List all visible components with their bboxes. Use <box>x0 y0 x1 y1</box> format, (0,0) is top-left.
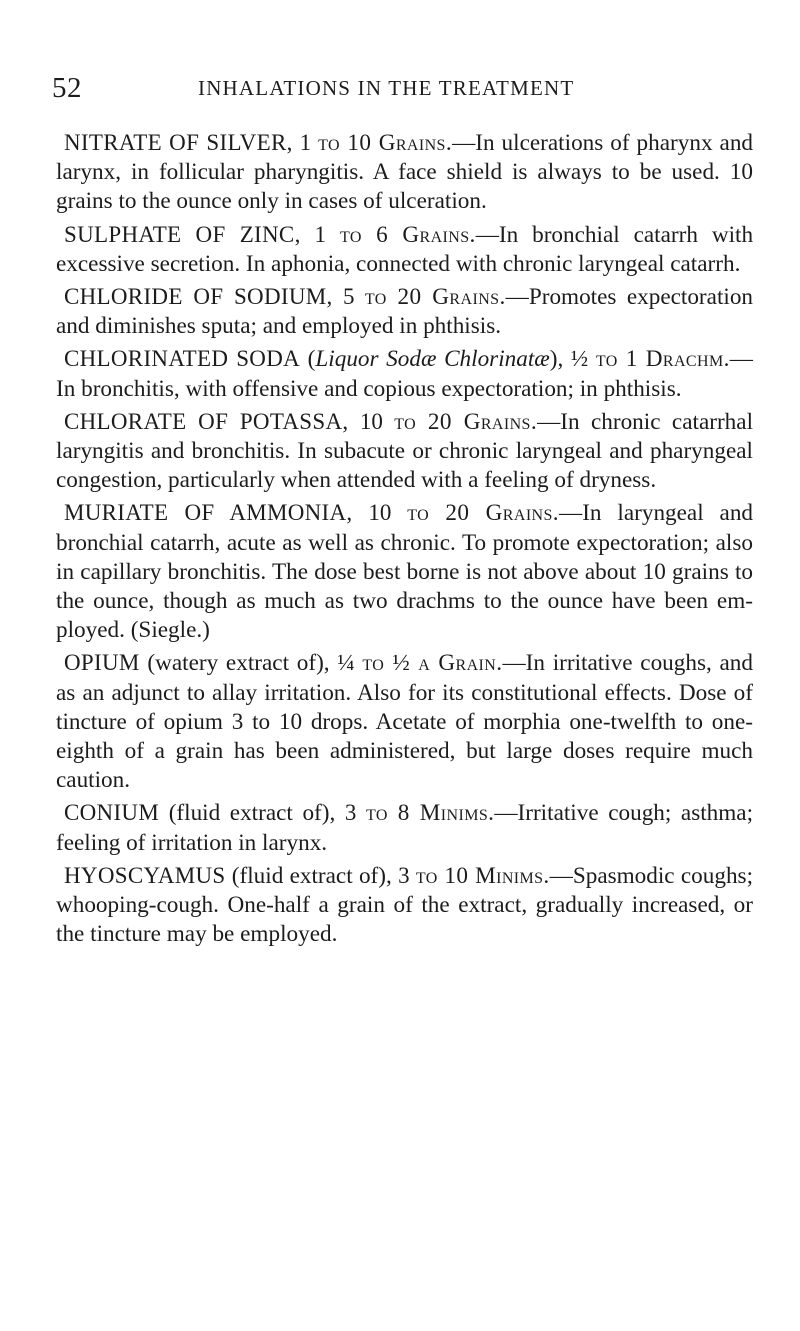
entry-dose-amount: ¼ <box>337 650 355 676</box>
running-title: INHALATIONS IN THE TREATMENT <box>198 76 575 100</box>
entry-nitrate-of-silver <box>56 128 753 217</box>
entry-chloride-of-sodium <box>56 282 753 341</box>
entry-term: SULPHATE OF ZINC, <box>64 221 301 247</box>
entry-dose-unit: to 8 Minims. <box>365 800 495 827</box>
entry-description: —In bronchial catarrh with excessive secretion. In aphonia, connected with chronic laryngeal catarrh. <box>56 221 754 277</box>
entry-qualifier: (fluid extract of), <box>231 862 392 889</box>
entry-conium <box>56 798 753 857</box>
page-number: 52 <box>52 72 82 104</box>
entry-qualifier: (fluid extract of), <box>168 800 336 827</box>
entry-term: HYOSCYAMUS <box>64 862 226 888</box>
entry-dose-amount: 1 <box>299 130 312 155</box>
entry-dose-unit: to 6 Grains. <box>339 221 476 248</box>
entry-description: —In irritative coughs, and as an adjunct to allay irritation. Also for its constitutional effects. Dose of tincture of opium 3 to 10 drops. Acetate of morphia one-twelfth to one-eighth of a grain has been administered, but large doses require much caution. <box>56 650 753 794</box>
entry-term: CHLORIDE OF SODIUM, <box>64 284 333 310</box>
entry-dose-unit: to 20 Grains. <box>394 408 538 435</box>
entry-opium <box>56 648 753 795</box>
entry-dose-unit: to 10 Grains. <box>318 130 453 156</box>
entry-dose-amount: 10 <box>368 500 392 526</box>
entry-description: —Irritative cough; asthma; feeling of irritation in larynx. <box>56 800 754 856</box>
entry-hyoscyamus <box>56 861 753 950</box>
entry-description: —In ulcerations of pharynx and larynx, in follicular pharyngitis. A face shield is always to be used. 10 grains to the ounce only in cases of ulceration. <box>56 130 754 215</box>
entry-term: CONIUM <box>64 800 160 826</box>
entry-dose-unit: to 10 Minims. <box>415 862 550 889</box>
entry-chlorinated-soda: CHLORINATED SODA (Liquor Sodæ Chlorinatæ), ½ to 1 Drachm.—In bronchitis, with offensive and copious expectoration; in phthisis. <box>56 346 753 402</box>
entry-dose-amount: 1 <box>314 221 327 247</box>
entry-dose-amount: 3 <box>344 800 357 826</box>
entry-dose-amount: ½ <box>570 346 589 372</box>
entry-chlorate-of-potassa <box>56 407 753 496</box>
entry-dose-unit: to 1 Drachm. <box>595 346 730 373</box>
entry-dose-unit: to 20 Grains. <box>364 284 506 311</box>
entry-term: CHLORINATED SODA <box>64 346 301 372</box>
entry-description: —In bronchitis, with offensive and copious expectoration; in phthisis. <box>56 346 753 402</box>
entry-description: —In chronic catarrhal laryngitis and bronchitis. In subacute or chronic laryngeal and pharyngeal congestion, particularly when attended with a feeling of dryness. <box>56 408 754 494</box>
entry-qualifier: (watery extract of), <box>147 650 330 677</box>
entry-term: OPIUM <box>64 650 140 676</box>
entry-dose-amount: 3 <box>398 862 410 888</box>
entry-latin-name: Liquor Sodæ Chlorinatæ <box>315 346 550 373</box>
entry-muriate-of-ammonia <box>56 498 753 645</box>
entry-dose-amount: 5 <box>342 284 355 310</box>
entry-description: —Spasmodic coughs; whooping-cough. One-half a grain of the extract, gradually increased, or the tincture may be employed. <box>56 862 754 948</box>
entry-description: —In laryngeal and bronchial catarrh, acute as well as chronic. To promote expectoration; also in capillary bronchitis. The dose best borne is not above about 10 grains to the ounce, though as much as two drachms to the ounce have been employed. (Siegle.) <box>56 500 754 644</box>
body-text <box>56 128 753 952</box>
entry-dose-unit: to 20 Grains. <box>407 500 560 527</box>
entry-term: NITRATE OF SILVER, <box>64 130 293 155</box>
entry-dose-amount: 10 <box>359 408 383 434</box>
entry-description: —Promotes expectoration and diminishes sputa; and employed in phthisis. <box>56 284 754 340</box>
running-head <box>52 72 752 108</box>
entry-term: CHLORATE OF POTASSA, <box>64 408 349 434</box>
entry-sulphate-of-zinc <box>56 220 753 279</box>
entry-dose-unit: to ½ a Grain. <box>362 650 503 677</box>
entry-term: MURIATE OF AMMONIA, <box>64 500 353 526</box>
